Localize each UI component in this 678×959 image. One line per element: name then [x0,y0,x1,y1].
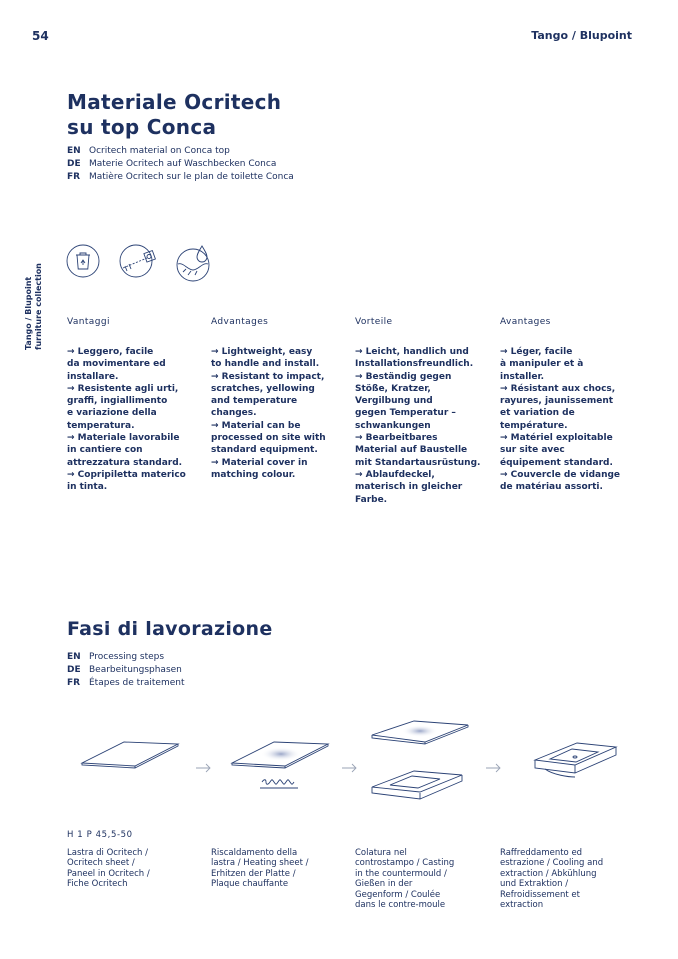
step-label-line: Paneel in Ocritech / [67,868,150,879]
list-line: → Leicht, handlich und [355,347,469,357]
list-line: temperatura. [67,420,135,431]
side-label [24,240,44,350]
step-label-line: Gegenform / Coulée [355,889,441,900]
translation-text: Étapes de traitement [89,678,185,688]
translation-row [67,651,185,664]
process-illustrations [0,715,678,825]
translation-row [67,171,294,184]
page-title-line: Materiale Ocritech [67,90,282,114]
list-line: rayures, jaunissement [500,396,614,407]
list-line: → Resistente agli urti, [67,383,179,394]
running-head: Tango / Blupoint [531,29,632,42]
step-label-line: controstampo / Casting [355,858,455,869]
list-line: schwankungen [355,420,431,431]
list-line: → Résistant aux chocs, [500,383,616,394]
step-label-line: dans le contre-moule [355,900,446,911]
list-line: → Copripiletta materico [67,469,186,480]
column-heading: Vantaggi [67,317,110,327]
translation-row [67,664,185,677]
list-line: standard equipment. [211,445,318,456]
section-translations [67,651,185,690]
list-line: materisch in gleicher [355,482,463,493]
list-line: gegen Temperatur – [355,408,456,419]
step-label-line: Ocritech sheet / [67,858,135,869]
heating-illustration [232,742,328,788]
advantages-list-it [67,346,186,494]
step-label-line: Colatura nel [355,848,407,858]
translation-row [67,145,294,158]
list-line: → Resistant to impact, [211,371,325,382]
sheet-illustration [82,742,178,768]
advantages-list-en [211,346,326,481]
list-line: Farbe. [355,494,388,505]
step-label-line: und Extraktion / [500,879,569,890]
step-label [500,848,603,910]
list-line: installer. [500,371,545,382]
list-line: processed on site with [211,433,326,444]
casting-illustration [372,721,468,799]
list-line: Vergilbung und [355,396,433,407]
advantages-list-de [355,346,480,506]
list-line: → Matériel exploitable [500,433,613,444]
list-line: Stöße, Kratzer, [355,383,431,394]
feature-icons [66,244,212,282]
step-label-line: in the countermould / [355,868,447,879]
list-line: température. [500,420,568,431]
list-line: → Bearbeitbares [355,433,438,444]
list-line: in tinta. [67,482,108,493]
translation-row [67,158,294,171]
step-label-line: Lastra di Ocritech / [67,848,148,858]
arrow-icon [486,764,500,772]
section-title: Fasi di lavorazione [67,618,273,640]
language-code: EN [67,146,81,156]
language-code: DE [67,665,81,675]
step-meta: H 1 P 45,5-50 [67,830,133,840]
water-resistance-icon [176,244,212,282]
list-line: Installationsfreundlich. [355,359,474,370]
list-line: → Material cover in [211,457,308,468]
step-label-line: Riscaldamento della [211,848,298,858]
language-code: FR [67,172,81,182]
language-code: DE [67,159,81,169]
list-line: scratches, yellowing [211,383,315,394]
step-label-line: lastra / Heating sheet / [211,858,309,869]
list-line: à manipuler et à [500,359,584,370]
side-label-line: Tango / Blupoint [24,276,33,350]
list-line: → Leggero, facile [67,347,154,357]
list-line: → Lightweight, easy [211,347,313,357]
list-line: → Ablaufdeckel, [355,469,435,480]
step-label [67,848,150,890]
arrow-icon [196,764,210,772]
step-label-line: Fiche Ocritech [67,879,128,890]
arrow-icon [342,764,356,772]
list-line: → Léger, facile [500,347,573,357]
list-line: sur site avec [500,445,565,456]
list-line: → Material can be [211,420,301,431]
step-label-line: Refroidissement et [500,889,580,900]
column-heading: Vorteile [355,317,393,327]
translation-text: Ocritech material on Conca top [89,146,230,156]
language-code: EN [67,652,81,662]
list-line: équipement standard. [500,457,613,468]
side-label-line: furniture collection [34,263,43,350]
list-line: da movimentare ed [67,359,166,370]
list-line: Material auf Baustelle [355,445,468,456]
translation-text: Matière Ocritech sur le plan de toilette Conca [89,172,294,182]
list-line: de matériau assorti. [500,482,603,493]
step-label-line: extraction [500,900,544,911]
step-label-line: Gießen in der [355,879,413,890]
list-line: et variation de [500,408,575,419]
page-title [67,90,281,140]
language-code: FR [67,678,81,688]
list-line: e variazione della [67,408,157,419]
step-label-line: Plaque chauffante [211,879,289,890]
translation-text: Processing steps [89,652,165,662]
page-title-line: su top Conca [67,115,217,139]
list-line: graffi, ingiallimento [67,396,168,407]
translation-row [67,677,185,690]
translation-text: Bearbeitungsphasen [89,665,182,675]
advantages-list-fr [500,346,620,494]
list-line: changes. [211,408,257,419]
list-line: → Beständig gegen [355,371,452,382]
list-line: installare. [67,371,119,382]
column-heading: Advantages [211,317,269,327]
list-line: → Couvercle de vidange [500,469,621,480]
page-number: 54 [32,29,49,43]
step-label [355,848,454,910]
on-site-cutting-icon [119,244,157,278]
list-line: attrezzatura standard. [67,457,183,468]
step-label [211,848,308,890]
column-heading: Avantages [500,317,551,327]
list-line: mit Standartausrüstung. [355,457,481,468]
step-label-line: Raffreddamento ed [500,848,583,858]
list-line: → Materiale lavorabile [67,433,180,444]
list-line: to handle and install. [211,359,320,370]
step-label-line: estrazione / Cooling and [500,858,604,869]
step-label-line: Erhitzen der Platte / [211,868,296,879]
title-translations [67,145,294,184]
translation-text: Materie Ocritech auf Waschbecken Conca [89,159,277,169]
recyclable-material-icon [66,244,100,278]
list-line: and temperature [211,396,298,407]
basin-illustration [535,743,616,777]
step-label-line: extraction / Abkühlung [500,868,597,879]
list-line: matching colour. [211,469,296,480]
list-line: in cantiere con [67,445,143,456]
